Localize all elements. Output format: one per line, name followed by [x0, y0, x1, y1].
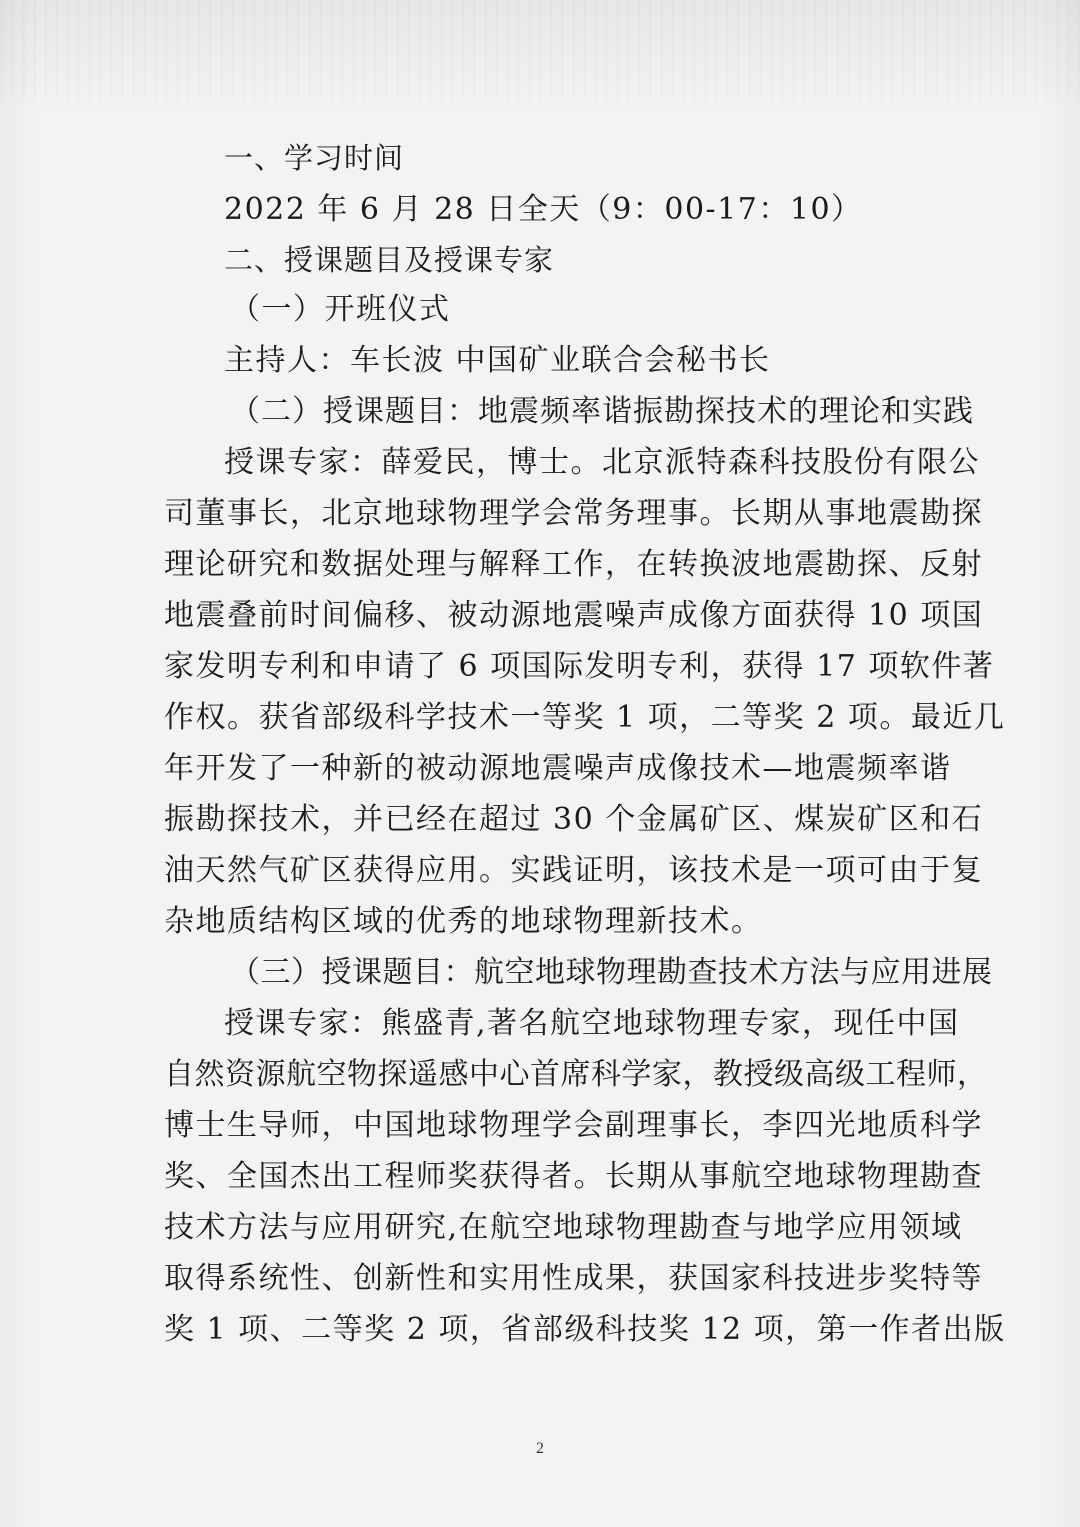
lecture2-bio-line: 授课专家：熊盛青,著名航空地球物理专家，现任中国 [224, 1006, 960, 1041]
lecture2-bio-line: 奖 1 项、二等奖 2 项，省部级科技奖 12 项，第一作者出版 [164, 1312, 1006, 1347]
lecture2-bio-line: 博士生导师，中国地球物理学会副理事长，李四光地质科学 [164, 1108, 983, 1143]
lecture2-title: （三）授课题目：航空地球物理勘查技术方法与应用进展 [230, 955, 993, 990]
host-line: 主持人：车长波 中国矿业联合会秘书长 [224, 343, 771, 378]
section-heading-study-time: 一、学习时间 [224, 141, 405, 175]
lecture1-bio-line: 振勘探技术，并已经在超过 30 个金属矿区、煤炭矿区和石 [164, 802, 984, 837]
lecture2-bio-line: 奖、全国杰出工程师奖获得者。长期从事航空地球物理勘查 [164, 1159, 983, 1194]
study-time-text: 2022 年 6 月 28 日全天（9：00-17：10） [224, 192, 863, 227]
lecture1-title: （二）授课题目：地震频率谐振勘探技术的理论和实践 [230, 394, 974, 429]
lecture1-bio-line: 家发明专利和申请了 6 项国际发明专利，获得 17 项软件著 [164, 649, 995, 684]
section-heading-topics: 二、授课题目及授课专家 [224, 243, 555, 277]
lecture1-bio-line: 油天然气矿区获得应用。实践证明，该技术是一项可由于复 [164, 853, 983, 888]
scan-artifact [0, 0, 1080, 100]
lecture1-bio-line: 年开发了一种新的被动源地震噪声成像技术—地震频率谐 [164, 751, 952, 786]
lecture1-bio-line: 作权。获省部级科学技术一等奖 1 项，二等奖 2 项。最近几 [164, 700, 1006, 735]
lecture2-bio-line: 自然资源航空物探遥感中心首席科学家，教授级高级工程师， [164, 1057, 988, 1092]
lecture2-bio-line: 技术方法与应用研究,在航空地球物理勘查与地学应用领域 [164, 1210, 963, 1245]
lecture1-bio-line: 理论研究和数据处理与解释工作，在转换波地震勘探、反射 [164, 547, 983, 582]
page-number: 2 [536, 1440, 544, 1457]
opening-ceremony-title: （一）开班仪式 [230, 292, 451, 327]
lecture1-bio-line: 地震叠前时间偏移、被动源地震噪声成像方面获得 10 项国 [164, 598, 984, 633]
lecture1-bio-line: 司董事长，北京地球物理学会常务理事。长期从事地震勘探 [164, 496, 983, 531]
lecture1-bio-line: 授课专家：薛爱民，博士。北京派特森科技股份有限公 [224, 445, 980, 480]
lecture2-bio-line: 取得系统性、创新性和实用性成果，获国家科技进步奖特等 [164, 1261, 983, 1296]
lecture1-bio-line: 杂地质结构区域的优秀的地球物理新技术。 [164, 904, 763, 939]
